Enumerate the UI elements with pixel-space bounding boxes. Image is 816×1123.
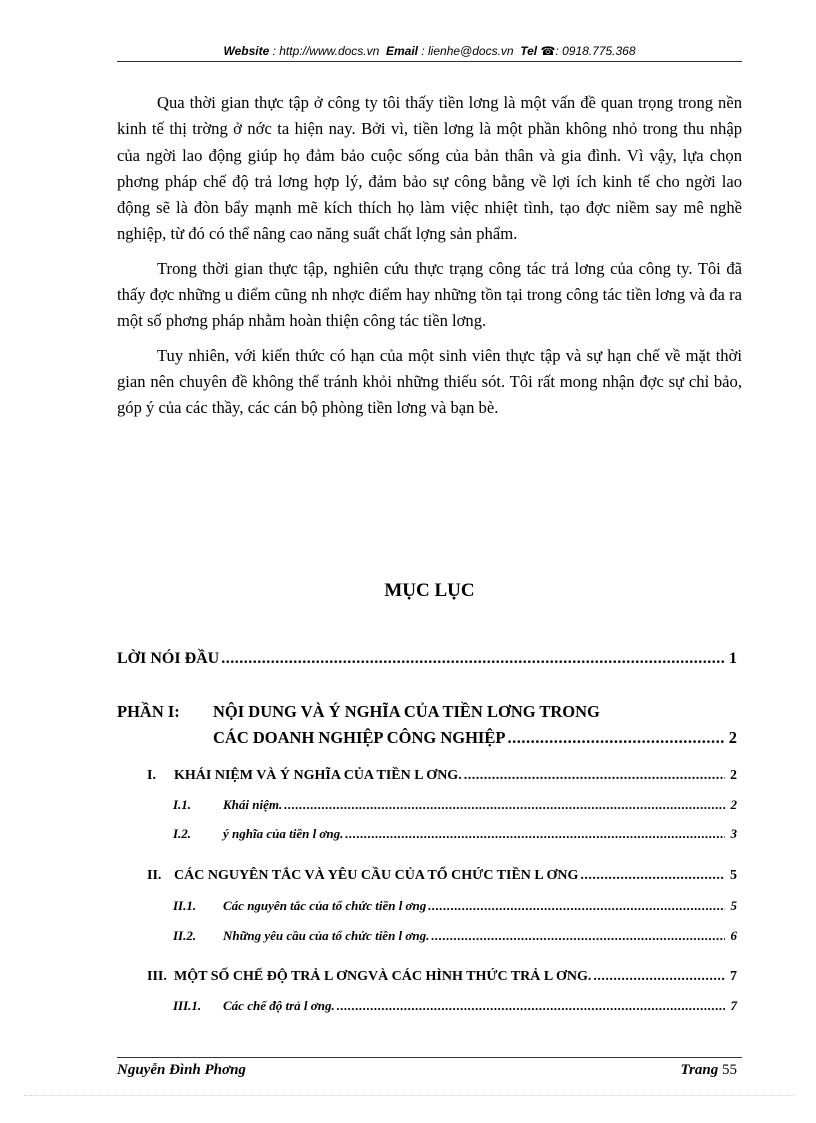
toc-entry-label: ý nghĩa của tiền l ơng. — [223, 826, 344, 841]
toc-entry-label: CÁC DOANH NGHIỆP CÔNG NGHIỆP — [213, 728, 506, 747]
tel-value: : 0918.775.368 — [555, 44, 636, 58]
toc-entry-number: I.2. — [173, 826, 192, 841]
tel-label: Tel — [520, 44, 538, 58]
toc-entry-label: KHÁI NIỆM VÀ Ý NGHĨA CỦA TIỀN L ƠNG. — [174, 768, 462, 783]
toc-entry-part-1[interactable] — [213, 728, 737, 748]
website-value: : http://www.docs.vn — [272, 44, 380, 58]
phone-icon: ☎ — [540, 44, 556, 58]
toc-entry-number: II.1. — [173, 898, 197, 913]
footer-page-number: 55 — [722, 1062, 737, 1078]
toc-page-number: 3 — [730, 826, 737, 841]
toc-part-number: PHẦN I: — [117, 702, 180, 721]
toc-entry-label: Các nguyên tắc của tổ chức tiền l ơng — [223, 898, 427, 913]
toc-part-title[interactable]: NỘI DUNG VÀ Ý NGHĨA CỦA TIỀN LƠNG TRONG — [213, 702, 600, 721]
toc-entry-number: III.1. — [173, 998, 202, 1013]
toc-page-number: 2 — [728, 728, 737, 747]
toc-leader-dots — [284, 797, 725, 813]
toc-page-number: 5 — [730, 868, 737, 883]
footer-page-label: Trang — [680, 1062, 719, 1078]
toc-leader-dots — [337, 998, 725, 1014]
toc-entry-number: II.2. — [173, 928, 197, 943]
toc-page-number: 7 — [730, 969, 737, 984]
email-value: : lienhe@docs.vn — [421, 44, 514, 58]
toc-page-number: 2 — [730, 797, 737, 812]
paragraph: Trong thời gian thực tập, nghiên cứu thực trạng công tác trả lơng của công ty. Tôi đã thấy đợc những u điểm cũng nh nhợc điểm hay những tồn tại trong công tác tiền lơng và đa ra một số phơng pháp nhằm hoàn thiện công tác tiền lơng. — [117, 258, 742, 331]
toc-entry-label: Khái niệm. — [223, 797, 283, 812]
footer-divider — [117, 1057, 742, 1058]
toc-entry-loi-noi-dau[interactable] — [117, 650, 737, 668]
toc-entry-section-1[interactable] — [147, 768, 737, 784]
page-header — [117, 44, 742, 58]
toc-entry-section-2[interactable] — [147, 868, 737, 884]
footer-author: Nguyễn Đình Phơng — [117, 1062, 246, 1078]
toc-entry-label: Những yêu cầu của tổ chức tiền l ơng. — [223, 928, 430, 943]
toc-entry-subsection-3-1[interactable] — [173, 998, 737, 1014]
toc-entry-label: CÁC NGUYÊN TẮC VÀ YÊU CẦU CỦA TỔ CHỨC TIỀN L ƠNG — [174, 868, 579, 883]
toc-page-number: 6 — [730, 928, 737, 943]
page-bottom-edge — [24, 1095, 794, 1096]
toc-entry-label: LỜI NÓI ĐẦU — [117, 650, 220, 667]
toc-leader-dots — [580, 868, 725, 884]
toc-page-number: 2 — [730, 768, 737, 783]
footer-page — [560, 1062, 737, 1079]
website-label: Website — [223, 44, 270, 58]
toc-leader-dots — [345, 826, 725, 842]
intro-text — [117, 90, 742, 430]
paragraph: Tuy nhiên, với kiến thức có hạn của một sinh viên thực tập và sự hạn chế về mặt thời gian nên chuyên đề không thể tránh khỏi những thiếu sót. Tôi rất mong nhận đợc sự chỉ bảo, góp ý của các thầy, các cán bộ phòng tiền lơng và bạn bè. — [117, 345, 742, 418]
toc-entry-subsection-1-1[interactable] — [173, 797, 737, 813]
toc-leader-dots — [464, 768, 725, 784]
toc-entry-number: I. — [147, 768, 156, 783]
toc-leader-dots — [593, 969, 725, 985]
toc-entry-subsection-2-1[interactable] — [173, 898, 737, 914]
toc-entry-number: II. — [147, 868, 162, 883]
toc-title: MỤC LỤC — [384, 580, 475, 601]
toc-page-number: 1 — [729, 650, 737, 667]
toc-leader-dots — [428, 898, 725, 914]
toc-entry-section-3[interactable] — [147, 969, 737, 985]
toc-page-number: 7 — [730, 998, 737, 1013]
toc-page-number: 5 — [730, 898, 737, 913]
toc-entry-subsection-1-2[interactable] — [173, 826, 737, 842]
toc-leader-dots — [221, 650, 725, 668]
paragraph: Qua thời gian thực tập ở công ty tôi thấy tiền lơng là một vấn đề quan trọng trong nền kinh tế thị trờng ở nớc ta hiện nay. Bởi vì, tiền lơng là một phần không nhỏ trong thu nhập của ngời lao động giúp họ đảm bảo cuộc sống của bản thân và gia đình. Vì vậy, lựa chọn phơng pháp chế độ trả lơng hợp lý, đảm bảo sự công bằng về lợi ích kinh tế cho ngời lao động sẽ là đòn bẩy mạnh mẽ kích thích họ làm việc nhiệt tình, tạo đợc niềm say mê nghề nghiệp, từ đó có thể nâng cao năng suất chất lợng sản phẩm. — [117, 93, 742, 244]
toc-entry-number: III. — [147, 969, 167, 984]
email-label: Email — [385, 44, 418, 58]
toc-entry-number: I.1. — [173, 797, 192, 812]
toc-leader-dots — [507, 728, 725, 748]
toc-entry-label: Các chế độ trả l ơng. — [223, 998, 335, 1013]
toc-entry-label: MỘT SỐ CHẾ ĐỘ TRẢ L ƠNGVÀ CÁC HÌNH THỨC TRẢ L ƠNG. — [174, 969, 592, 984]
toc-leader-dots — [431, 928, 725, 944]
header-divider — [117, 61, 742, 62]
toc-entry-subsection-2-2[interactable] — [173, 928, 737, 944]
